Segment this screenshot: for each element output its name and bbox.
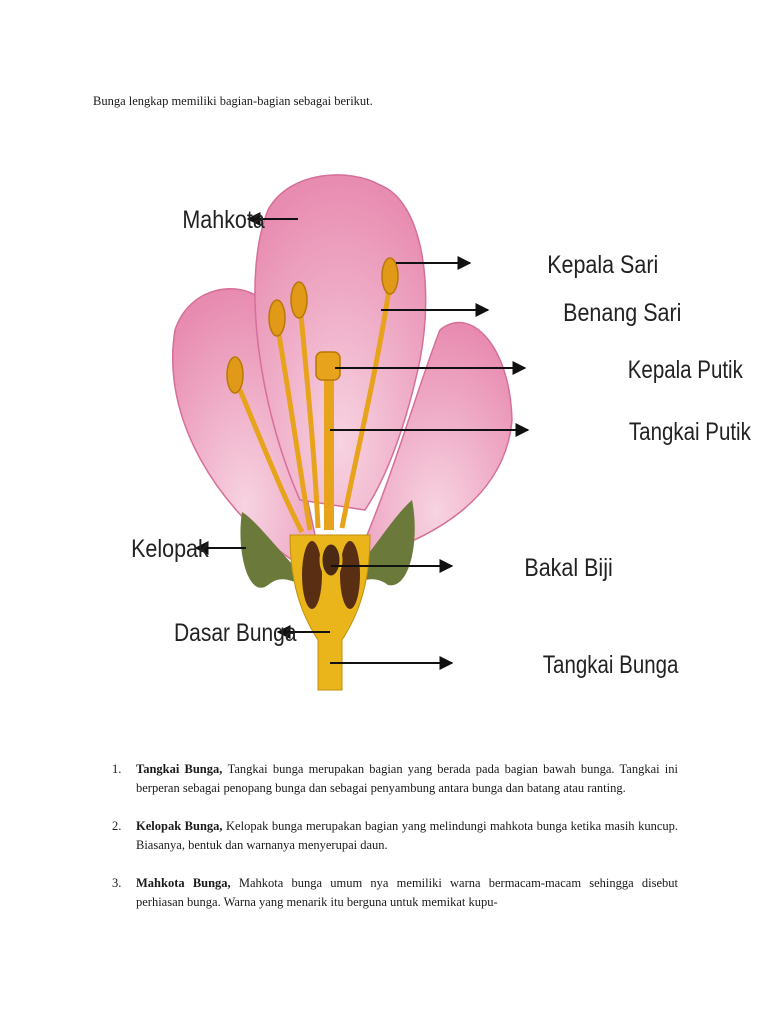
anther-1 bbox=[227, 357, 243, 393]
anther-2 bbox=[269, 300, 285, 336]
item-number: 1. bbox=[112, 762, 122, 776]
item-term: Tangkai Bunga, bbox=[136, 762, 228, 776]
item-text: Kelopak bunga merupakan bagian yang melindungi mahkota bunga ketika masih kuncup. Biasanya, bentuk dan warnanya menyerupai daun. bbox=[136, 819, 678, 852]
anther-3 bbox=[291, 282, 307, 318]
item-number: 2. bbox=[112, 819, 122, 833]
ovary-wall-right bbox=[340, 541, 360, 609]
ovary-wall-left bbox=[302, 541, 322, 609]
parts-list bbox=[112, 760, 678, 931]
stigma bbox=[316, 352, 340, 380]
list-item bbox=[112, 760, 678, 798]
label-tangkai-putik: Tangkai Putik bbox=[628, 417, 751, 446]
label-benang-sari: Benang Sari bbox=[563, 298, 682, 327]
item-term: Kelopak Bunga, bbox=[136, 819, 227, 833]
list-item bbox=[112, 874, 678, 912]
ovule bbox=[321, 543, 341, 577]
item-text: Mahkota bunga umum nya memiliki warna bermacam-macam sehingga disebut perhiasan bunga. Warna yang menarik itu berguna untuk memikat kupu- bbox=[136, 876, 678, 909]
item-term: Mahkota Bunga, bbox=[136, 876, 239, 890]
intro-text: Bunga lengkap memiliki bagian-bagian sebagai berikut. bbox=[93, 94, 373, 108]
anther-4 bbox=[382, 258, 398, 294]
list-item bbox=[112, 817, 678, 855]
item-number: 3. bbox=[112, 876, 122, 890]
label-kepala-putik: Kepala Putik bbox=[627, 355, 743, 384]
item-text: Tangkai bunga merupakan bagian yang berada pada bagian bawah bunga. Tangkai ini berperan sebagai penopang bunga dan sebagai penyambung antara bunga dan batang atau ranting. bbox=[136, 762, 678, 795]
label-mahkota: Mahkota bbox=[182, 205, 265, 234]
label-kepala-sari: Kepala Sari bbox=[547, 250, 659, 279]
label-dasar-bunga: Dasar Bunga bbox=[174, 618, 297, 647]
label-kelopak: Kelopak bbox=[131, 534, 209, 563]
style bbox=[324, 375, 334, 530]
label-bakal-biji: Bakal Biji bbox=[524, 553, 613, 582]
label-tangkai-bunga: Tangkai Bunga bbox=[542, 650, 679, 679]
